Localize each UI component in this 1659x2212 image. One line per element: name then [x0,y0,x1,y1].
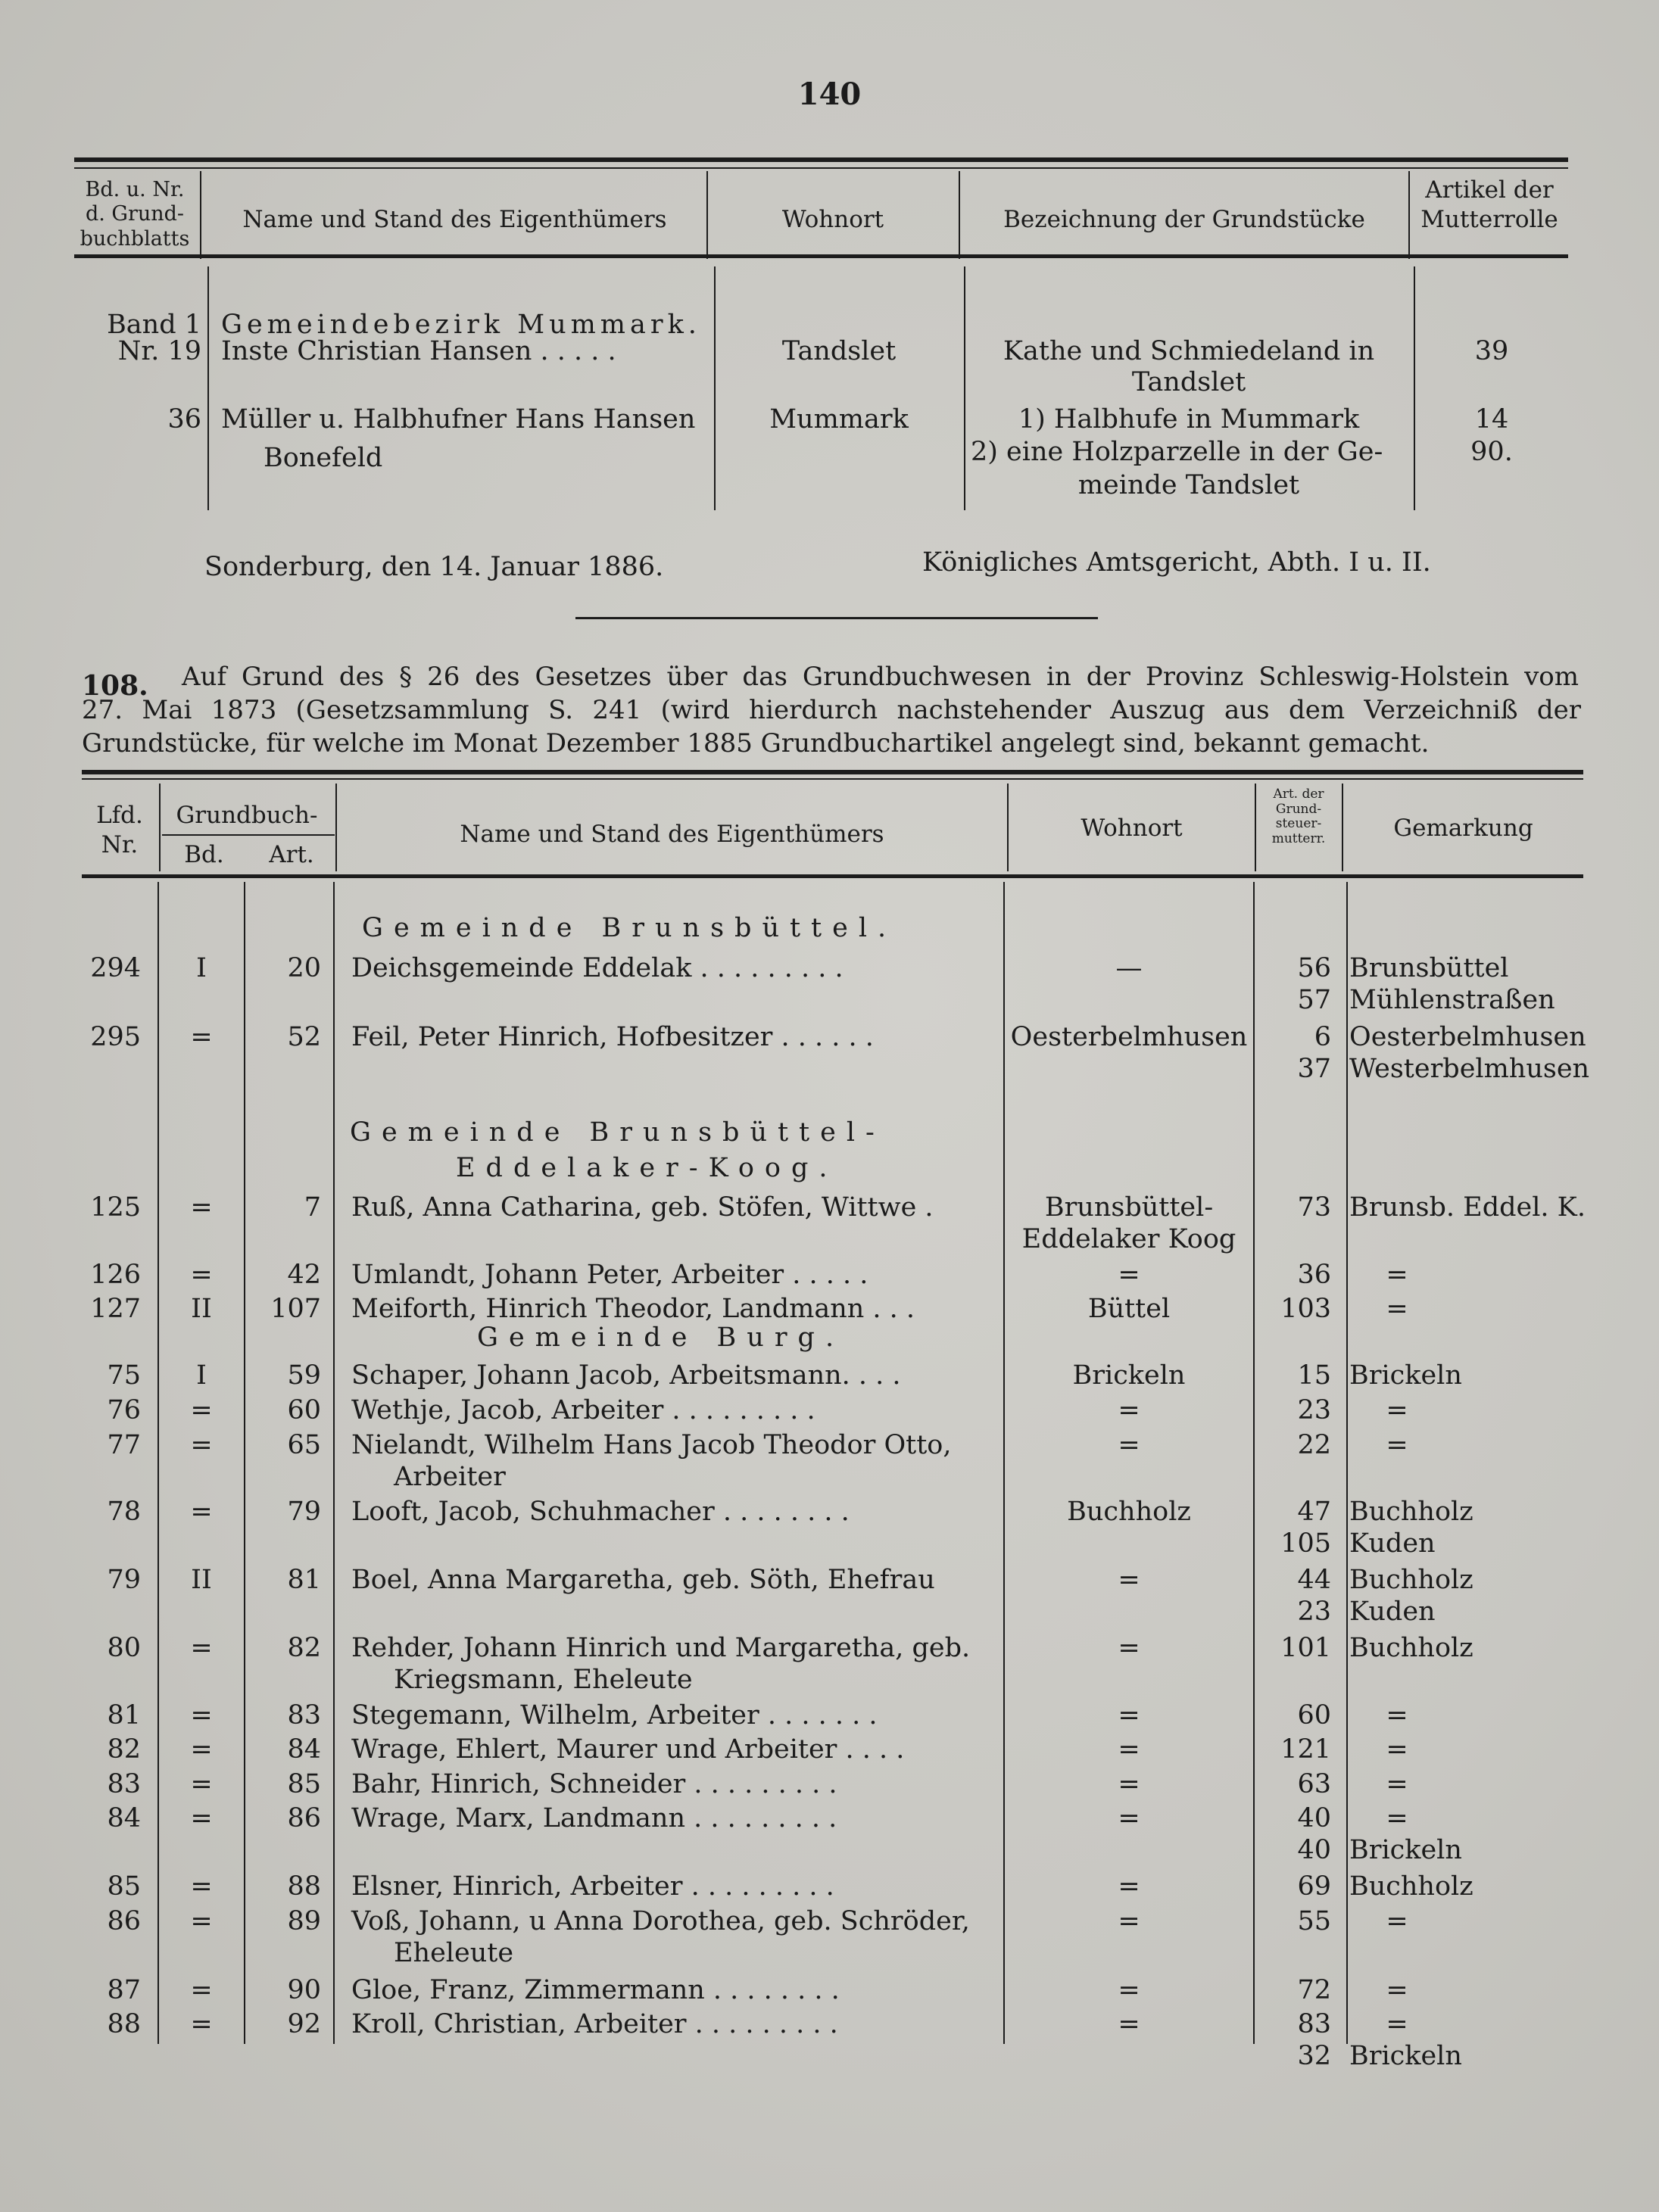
row-wohnort: — [1115,953,1143,983]
table1-row1-bez1: Kathe und Schmiedeland in [1003,336,1375,366]
row-mutterrolle: 40 [1297,1835,1331,1865]
row-owner-name: Rehder, Johann Hinrich und Margaretha, geb. [351,1633,971,1663]
row-band: = [190,1633,213,1663]
table1-row1-name: Inste Christian Hansen . . . . . [221,336,616,366]
row-band: = [190,1395,213,1425]
row-gemarkung: Kuden [1349,1528,1436,1559]
row-band: = [190,1497,213,1527]
table1-row2-bez2: 2) eine Holzparzelle in der Ge- [971,437,1383,467]
table2-header-divider-4 [1255,784,1256,871]
row-lfd-number: 125 [90,1192,141,1223]
row-mutterrolle: 73 [1297,1192,1331,1223]
row-mutterrolle: 37 [1297,1054,1331,1084]
row-wohnort: = [1118,1260,1140,1290]
table1-row1-wohnort: Tandslet [781,336,897,366]
row-owner-name: Deichsgemeinde Eddelak . . . . . . . . . [351,953,844,983]
row-article: 42 [287,1260,321,1290]
row-article: 83 [287,1700,321,1731]
row-owner-name: Wrage, Marx, Landmann . . . . . . . . . [351,1803,837,1833]
table1-community: Gemeindebezirk Mummark. [221,310,701,340]
row-owner-name: Bahr, Hinrich, Schneider . . . . . . . . . [351,1769,837,1799]
table2-header-grundbuch: Grundbuch- [176,802,318,829]
row-gemarkung: Oesterbelmhusen [1349,1022,1586,1052]
table2-grundbuch-rule [162,834,335,836]
row-owner-name: Voß, Johann, u Anna Dorothea, geb. Schröder, [351,1906,970,1936]
row-band: = [190,2009,213,2039]
row-band: II [191,1294,212,1324]
row-owner-name: Elsner, Hinrich, Arbeiter . . . . . . . . . [351,1871,834,1902]
table2-body-divider-4 [1003,882,1005,2044]
table1-row2-art1: 14 [1474,404,1509,435]
row-gemarkung: = [1386,1700,1408,1731]
row-article: 52 [287,1022,321,1052]
row-article: 90 [287,1975,321,2005]
row-lfd-number: 87 [107,1975,141,2005]
table1-row2-art2: 90. [1470,437,1513,467]
row-band: = [190,1975,213,2005]
row-owner-name: Umlandt, Johann Peter, Arbeiter . . . . . [351,1260,868,1290]
table2-community-brunsbuettel: Gemeinde Brunsbüttel. [362,913,897,943]
row-wohnort: = [1118,1975,1140,2005]
row-mutterrolle: 56 [1297,953,1331,983]
row-owner-name: Nielandt, Wilhelm Hans Jacob Theodor Otto, [351,1430,952,1460]
table1-header-bezeichnung: Bezeichnung der Grundstücke [1003,206,1365,233]
row-owner-name: Wrage, Ehlert, Maurer und Arbeiter . . . . [351,1734,905,1765]
row-lfd-number: 83 [107,1769,141,1799]
row-lfd-number: 78 [107,1497,141,1527]
row-owner-name: Ruß, Anna Catharina, geb. Stöfen, Wittwe . [351,1192,934,1223]
row-wohnort: Oesterbelmhusen [1010,1022,1248,1052]
row-band: = [190,1700,213,1731]
row-mutterrolle: 32 [1297,2041,1331,2071]
row-gemarkung: = [1386,1734,1408,1765]
row-band: I [196,1360,207,1391]
row-wohnort: = [1118,1700,1140,1731]
row-band: = [190,1769,213,1799]
table1-row2-nr: 36 [167,404,201,435]
row-owner-name: Feil, Peter Hinrich, Hofbesitzer . . . . . . [351,1022,874,1052]
row-article: 86 [287,1803,321,1833]
row-mutterrolle: 44 [1297,1565,1331,1595]
row-owner-name-cont: Kriegsmann, Eheleute [394,1665,693,1695]
row-mutterrolle: 83 [1297,2009,1331,2039]
row-article: 107 [270,1294,321,1324]
notice-line-2: 27. Mai 1873 (Gesetzsammlung S. 241 (wird hierdurch nachstehender Auszug aus dem Verzeichniß der [82,695,1581,725]
court-name: Königliches Amtsgericht, Abth. I u. II. [922,547,1431,578]
row-lfd-number: 76 [107,1395,141,1425]
table2-top-rule-thin [82,778,1583,780]
table1-body-divider-2 [714,266,716,510]
row-band: = [190,1192,213,1223]
table2-header-divider-5 [1342,784,1343,871]
table2-body-divider-2 [244,882,245,2044]
page-number: 140 [797,76,862,112]
row-article: 82 [287,1633,321,1663]
row-article: 89 [287,1906,321,1936]
row-lfd-number: 77 [107,1430,141,1460]
row-mutterrolle: 15 [1297,1360,1331,1391]
row-mutterrolle: 101 [1280,1633,1331,1663]
row-band: = [190,1803,213,1833]
table2-community-koog-1: Gemeinde Brunsbüttel- [350,1117,885,1148]
table1-header-divider-1 [200,171,201,259]
row-mutterrolle: 103 [1280,1294,1331,1324]
row-owner-name: Boel, Anna Margaretha, geb. Söth, Ehefrau [351,1565,935,1595]
table2-community-koog-2: Eddelaker-Koog. [456,1153,838,1183]
row-lfd-number: 127 [90,1294,141,1324]
row-mutterrolle: 36 [1297,1260,1331,1290]
notice-line-3: Grundstücke, für welche im Monat Dezember 1885 Grundbuchartikel angelegt sind, bekannt gemacht. [82,728,1430,759]
table2-header-divider-1 [159,784,161,871]
row-lfd-number: 82 [107,1734,141,1765]
table1-row2-name: Müller u. Halbhufner Hans Hansen [221,404,696,435]
row-wohnort: = [1118,2009,1140,2039]
row-lfd-number: 88 [107,2009,141,2039]
row-mutterrolle: 60 [1297,1700,1331,1731]
row-mutterrolle: 55 [1297,1906,1331,1936]
row-article: 60 [287,1395,321,1425]
row-mutterrolle: 22 [1297,1430,1331,1460]
row-gemarkung: Mühlenstraßen [1349,985,1555,1015]
row-gemarkung: Brickeln [1349,2041,1462,2071]
row-band: = [190,1430,213,1460]
row-owner-name: Looft, Jacob, Schuhmacher . . . . . . . . [351,1497,850,1527]
row-mutterrolle: 72 [1297,1975,1331,2005]
table2-community-burg: Gemeinde Burg. [477,1323,845,1353]
row-gemarkung: Brunsbüttel [1349,953,1509,983]
row-owner-name: Wethje, Jacob, Arbeiter . . . . . . . . . [351,1395,815,1425]
row-wohnort: = [1118,1565,1140,1595]
row-gemarkung: = [1386,1395,1408,1425]
row-band: II [191,1565,212,1595]
table2-header-wohnort: Wohnort [1081,815,1183,842]
row-wohnort-cont: Eddelaker Koog [1021,1224,1236,1254]
row-wohnort: Brunsbüttel- [1044,1192,1214,1223]
row-owner-name-cont: Arbeiter [394,1462,506,1492]
row-lfd-number: 86 [107,1906,141,1936]
table1-row1-nr: Nr. 19 [117,336,201,366]
row-wohnort: = [1118,1430,1140,1460]
row-article: 81 [287,1565,321,1595]
table1-row2-name2: Bonefeld [264,443,383,473]
table2-header-divider-3 [1007,784,1009,871]
row-band: I [196,953,207,983]
table1-header-divider-3 [959,171,960,259]
row-lfd-number: 294 [90,953,141,983]
row-lfd-number: 79 [107,1565,141,1595]
row-wohnort: Buchholz [1067,1497,1191,1527]
table1-header-bd-nr: Bd. u. Nr. d. Grund-buchblatts [80,178,190,251]
row-lfd-number: 80 [107,1633,141,1663]
row-article: 59 [287,1360,321,1391]
table1-row2-bez3: meinde Tandslet [1077,470,1300,500]
row-wohnort: = [1118,1906,1140,1936]
row-article: 85 [287,1769,321,1799]
row-article: 92 [287,2009,321,2039]
row-gemarkung: = [1386,1294,1408,1324]
row-mutterrolle: 69 [1297,1871,1331,1902]
row-wohnort: = [1118,1734,1140,1765]
row-owner-name: Stegemann, Wilhelm, Arbeiter . . . . . . . [351,1700,878,1731]
row-article: 7 [304,1192,321,1223]
table2-body-divider-3 [333,882,335,2044]
row-band: = [190,1734,213,1765]
row-gemarkung: = [1386,1906,1408,1936]
row-wohnort: = [1118,1633,1140,1663]
notice-number: 108. [82,670,148,702]
table1-row2-wohnort: Mummark [769,404,909,435]
table1-header-divider-4 [1408,171,1410,259]
row-mutterrolle: 40 [1297,1803,1331,1833]
row-gemarkung: = [1386,1975,1408,2005]
row-wohnort: Brickeln [1072,1360,1186,1391]
row-wohnort: Büttel [1087,1294,1171,1324]
table1-body-divider-1 [207,266,209,510]
table1-header-artikel: Artikel der Mutterrolle [1420,176,1558,233]
notice-line-1: Auf Grund des § 26 des Gesetzes über das Grundbuchwesen in der Provinz Schleswig-Holstein vom [182,662,1579,692]
table2-header-bd: Bd. [184,841,224,868]
row-wohnort: = [1118,1803,1140,1833]
row-mutterrolle: 63 [1297,1769,1331,1799]
table1-row2-bez1: 1) Halbhufe in Mummark [1018,404,1360,435]
table2-header-divider-2 [335,784,337,871]
table2-body-divider-6 [1346,882,1348,2044]
table1-header-name: Name und Stand des Eigenthümers [242,206,667,233]
table1-header-divider-2 [706,171,708,259]
row-article: 88 [287,1871,321,1902]
row-article: 84 [287,1734,321,1765]
row-lfd-number: 81 [107,1700,141,1731]
row-gemarkung: Buchholz [1349,1633,1473,1663]
table1-band-label: Band 1 [107,310,201,340]
table2-header-gemarkung: Gemarkung [1393,815,1533,842]
row-gemarkung: Brickeln [1349,1360,1462,1391]
row-owner-name: Meiforth, Hinrich Theodor, Landmann . . . [351,1294,915,1324]
row-lfd-number: 75 [107,1360,141,1391]
row-mutterrolle: 23 [1297,1395,1331,1425]
table2-header-rule [82,874,1583,878]
table2-header-lfd: Lfd. Nr. [96,802,143,858]
row-band: = [190,1871,213,1902]
table2-body-divider-1 [157,882,159,2044]
table2-body-divider-5 [1253,882,1255,2044]
row-band: = [190,1906,213,1936]
table1-top-rule-thin [74,167,1568,169]
row-gemarkung: = [1386,1769,1408,1799]
row-article: 20 [287,953,321,983]
row-gemarkung: Kuden [1349,1597,1436,1627]
row-gemarkung: = [1386,1430,1408,1460]
table1-top-rule [74,157,1568,162]
table1-row1-art: 39 [1474,336,1509,366]
table1-body-divider-4 [1414,266,1415,510]
row-article: 79 [287,1497,321,1527]
table1-header-wohnort: Wohnort [781,206,884,233]
row-gemarkung: Buchholz [1349,1497,1473,1527]
row-gemarkung: Brickeln [1349,1835,1462,1865]
row-wohnort: = [1118,1871,1140,1902]
row-gemarkung: = [1386,1260,1408,1290]
row-mutterrolle: 57 [1297,985,1331,1015]
section-divider [575,617,1098,619]
row-mutterrolle: 105 [1280,1528,1331,1559]
table2-header-name: Name und Stand des Eigenthümers [460,821,884,848]
row-lfd-number: 295 [90,1022,141,1052]
row-owner-name: Gloe, Franz, Zimmermann . . . . . . . . [351,1975,840,2005]
row-gemarkung: = [1386,2009,1408,2039]
row-gemarkung: Brunsb. Eddel. K. [1349,1192,1586,1223]
row-mutterrolle: 23 [1297,1597,1331,1627]
table2-top-rule [82,770,1583,774]
table1-row1-bez2: Tandslet [1131,367,1246,397]
table1-header-rule [74,254,1568,258]
row-owner-name: Kroll, Christian, Arbeiter . . . . . . . . . [351,2009,838,2039]
row-band: = [190,1260,213,1290]
table2-header-art: Art. [269,841,314,868]
place-date: Sonderburg, den 14. Januar 1886. [204,552,664,582]
row-lfd-number: 84 [107,1803,141,1833]
row-wohnort: = [1118,1395,1140,1425]
row-wohnort: = [1118,1769,1140,1799]
row-mutterrolle: 47 [1297,1497,1331,1527]
table2-header-artikel: Art. der Grund-steuer-mutterr. [1271,787,1326,846]
row-gemarkung: Buchholz [1349,1565,1473,1595]
row-lfd-number: 126 [90,1260,141,1290]
row-gemarkung: Buchholz [1349,1871,1473,1902]
row-lfd-number: 85 [107,1871,141,1902]
row-article: 65 [287,1430,321,1460]
row-mutterrolle: 121 [1280,1734,1331,1765]
row-owner-name: Schaper, Johann Jacob, Arbeitsmann. . . . [351,1360,901,1391]
row-owner-name-cont: Eheleute [394,1938,514,1968]
row-band: = [190,1022,213,1052]
row-gemarkung: Westerbelmhusen [1349,1054,1590,1084]
row-mutterrolle: 6 [1314,1022,1331,1052]
row-gemarkung: = [1386,1803,1408,1833]
